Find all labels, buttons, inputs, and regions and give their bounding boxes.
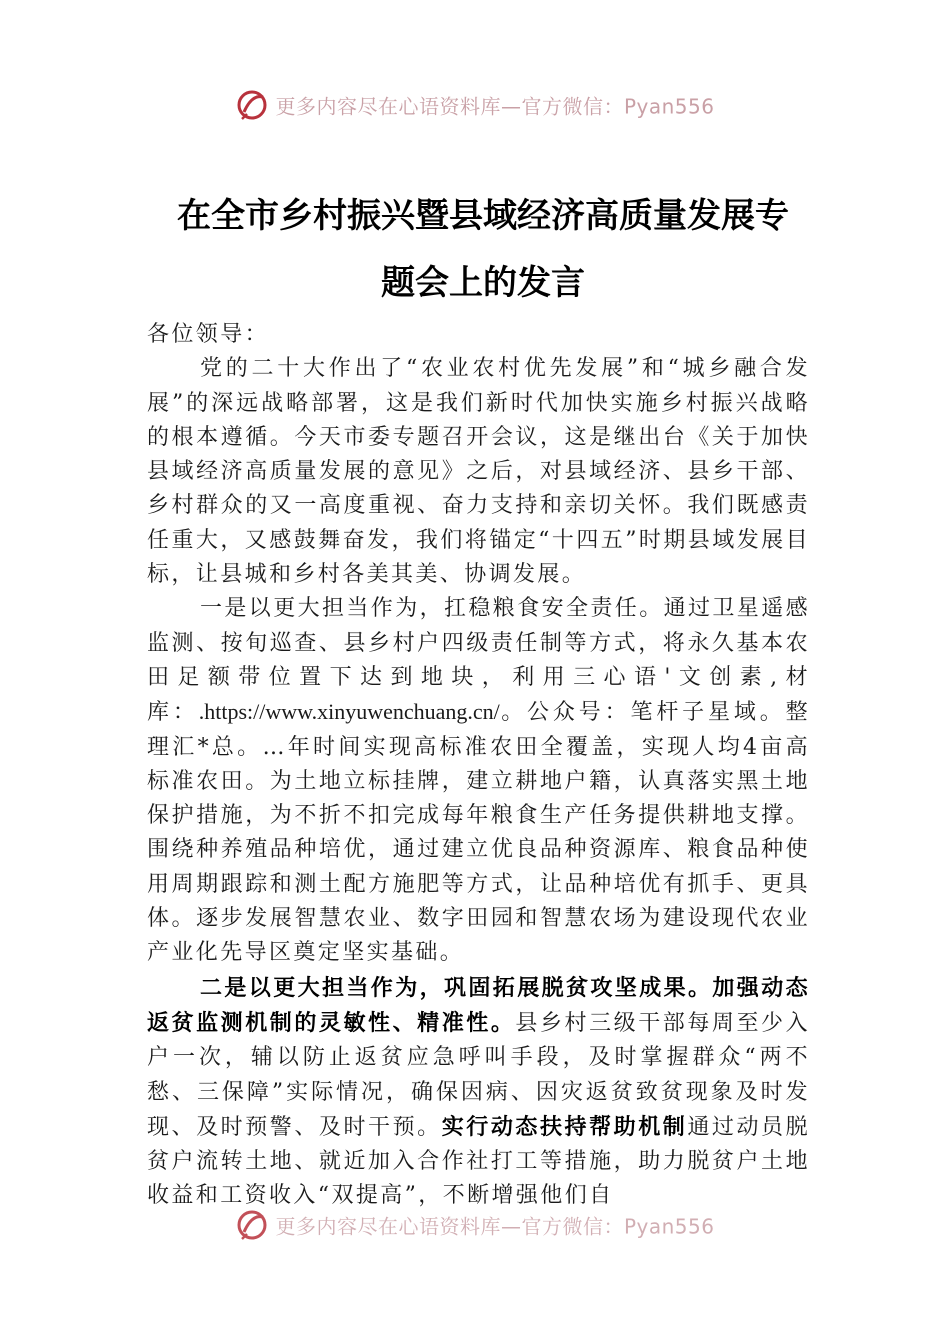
watermark-header	[0, 88, 950, 122]
paragraph-grain-security	[147, 592, 810, 970]
paragraph-text: 。公众号：笔杆子星域。整理汇*总。…年时间实现高标准农田全覆盖，实现人均4亩高标准农田。为土地立标挂牌，建立耕地户籍，认真落实黑土地保护措施，为不折不扣完成每年粮食生产任务提供耕地支撑。围绕种养殖品种培优，通过建立优良品种资源库、粮食品种使用周期跟踪和测土配方施肥等方式，让品种培优有抓手、更具体。逐步发展智慧农业、数字田园和智慧农场为建设现代农业产业化先导区奠定坚实基础。	[147, 700, 810, 966]
document-title-line-1: 在全市乡村振兴暨县域经济高质量发展专	[177, 196, 789, 236]
website-link[interactable]: .https://www.xinyuwenchuang.cn/	[198, 699, 500, 725]
paragraph-intro: 党的二十大作出了“农业农村优先发展”和“城乡融合发展”的深远战略部署，这是我们新时代加快实施乡村振兴战略的根本遵循。今天市委专题召开会议，这是继出台《关于加快县域经济高质量发展的意见》之后，对县域经济、县乡干部、乡村群众的又一高度重视、奋力支持和亲切关怀。我们既感责任重大，又感鼓舞奋发，我们将锚定“十四五”时期县域发展目标，让县城和乡村各美其美、协调发展。	[147, 356, 810, 588]
bold-heading: 实行动态扶持帮助机制	[441, 1113, 688, 1140]
document-body	[147, 318, 810, 1214]
paragraph-text: 县乡村三级干部每周至少入户一次，辅以防止返贫应急呼叫手段，及时掌握群众“两不愁、三保障”实际情况，确保因病、因灾返贫致贫现象及时发现、及时预警、及时干预。	[147, 1010, 810, 1140]
brand-logo-icon	[235, 88, 269, 122]
brand-logo-icon	[235, 1208, 269, 1242]
bold-heading: 二是以更大担当作为，巩固拓展脱贫攻坚成果。加强动态返贫监测机制的灵敏性、精准性。	[147, 974, 811, 1036]
watermark-text: 更多内容尽在心语资料库—官方微信：Pyan556	[275, 1214, 715, 1239]
paragraph-text: 一是以更大担当作为，扛稳粮食安全责任。通过卫星遥感监测、按旬巡查、县乡村户四级责任制等方式，将永久基本农田足额带位置下达到地块，利用三心语'文创素,材库：	[147, 596, 811, 726]
document-title-line-2: 题会上的发言	[381, 263, 585, 303]
paragraph-poverty-alleviation	[147, 971, 810, 1214]
watermark-footer	[0, 1208, 950, 1242]
paragraph-text: 通过动员脱贫户流转土地、就近加入合作社打工等措施，助力脱贫户土地收益和工资收入“双提高”，不断增强他们自	[147, 1114, 810, 1209]
watermark-text: 更多内容尽在心语资料库—官方微信：Pyan556	[275, 94, 715, 119]
salutation: 各位领导：	[147, 322, 270, 347]
